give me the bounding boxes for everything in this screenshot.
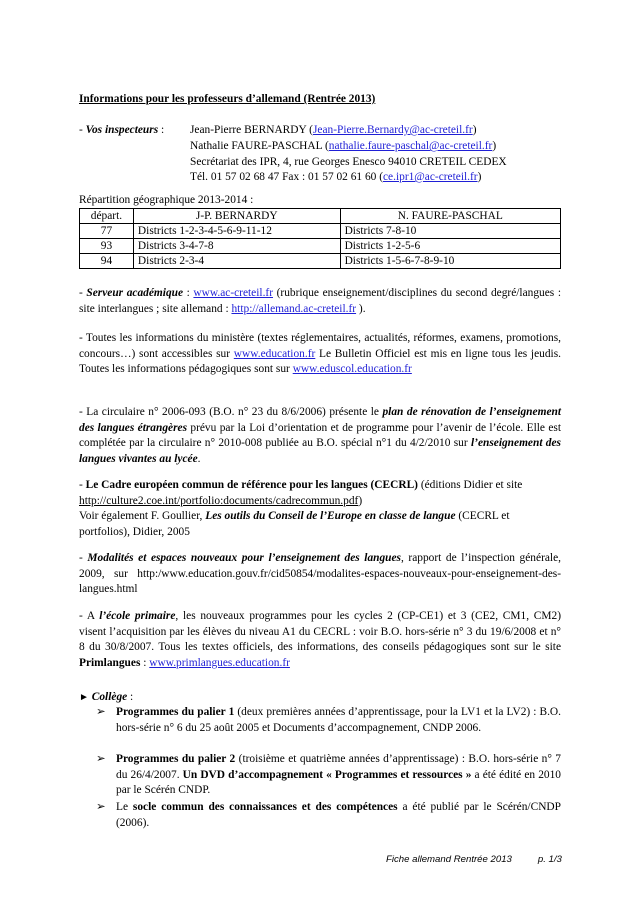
inspector-2 bbox=[190, 139, 496, 155]
serveur-paragraph: - Serveur académique : www.ac-creteil.fr (rubrique enseignement/disciplines du second degré/langues : site interlangues ; site allemand : http://allemand.ac-creteil.fr ). bbox=[79, 287, 561, 315]
primaire-text: , les nouveaux programmes pour les cycles 2 (CP-CE1) et 3 (CE2, CM1, CM2) visent l’acquisition par les élèves du niveau A1 du CECRL : voir B.O. hors-série n° 3 du 19/6/2008 et n° 8 du 30/8/2007. Tous les textes officiels, des informations, des conseils pédagogiques sont sur le site bbox=[79, 610, 561, 654]
list-item bbox=[96, 705, 561, 736]
ministere-text: - Toutes les informations du ministère (textes réglementaires, actualités, réformes, examens, promotions, concours…) sont accessibles sur bbox=[79, 332, 561, 360]
eduscol-link[interactable]: www.eduscol.education.fr bbox=[292, 363, 412, 376]
secretariat-close: ) bbox=[477, 171, 482, 183]
primaire-dash: - A bbox=[79, 610, 100, 622]
socle-text bbox=[116, 800, 561, 831]
modalites-paragraph bbox=[79, 551, 561, 598]
circulaire-end: . bbox=[197, 452, 201, 465]
secretariat-contact bbox=[190, 170, 481, 186]
palier-1-desc: (deux premières années d’apprentissage, pour la LV1 et la LV2) : B.O. hors-série n° 6 du 25 août 2005 et Documents d’accompagnement, CNDP 2006. bbox=[116, 706, 562, 734]
ministere-paragraph bbox=[79, 331, 561, 378]
inspector-1-close: ) bbox=[472, 124, 477, 136]
table-header-row bbox=[80, 209, 561, 224]
table-cell: Districts 1-2-3-4-5-6-9-11-12 bbox=[133, 224, 340, 239]
circulaire-paragraph bbox=[79, 405, 561, 467]
primaire-sep: : bbox=[140, 656, 150, 669]
modalites-title: Modalités et espaces nouveaux pour l’enseignement des langues bbox=[87, 552, 401, 564]
table-header-cell: départ. bbox=[80, 209, 134, 224]
cecrl-close: ) bbox=[358, 494, 363, 507]
table-cell: Districts 7-8-10 bbox=[340, 224, 560, 239]
palier-2-desc: (troisième et quatrième années d’apprentissage) : B.O. hors-série n° 7 du 26/4/2007. bbox=[116, 753, 561, 781]
serveur-text: (rubrique enseignement/disciplines du second degré/langues : site interlangues ; site allemand : bbox=[79, 287, 561, 315]
palier-1-title: Programmes du palier 1 bbox=[116, 706, 235, 718]
page-title: Informations pour les professeurs d’allemand (Rentrée 2013) bbox=[79, 93, 376, 105]
table-cell: Districts 1-5-6-7-8-9-10 bbox=[340, 254, 560, 269]
circulaire-text-2: prévu par la Loi d’orientation et de programme pour l’avenir de l’école. Elle est complétée par la circulaire n° 2010-008 publiée au B.O. spécial n°1 du 4/2/2010 sur bbox=[79, 421, 561, 450]
primlangues-link[interactable]: www.primlangues.education.fr bbox=[149, 656, 290, 669]
repartition-caption: Répartition géographique 2013-2014 : bbox=[79, 194, 254, 206]
table-row bbox=[80, 224, 561, 239]
arrow-bullet-icon: ➢ bbox=[96, 753, 106, 765]
ac-creteil-link[interactable]: www.ac-creteil.fr bbox=[193, 287, 273, 299]
cecrl-text: (éditions Didier et site bbox=[417, 479, 523, 491]
inspector-1 bbox=[190, 123, 477, 139]
table-header-cell: J-P. BERNARDY bbox=[133, 209, 340, 224]
table-cell: 94 bbox=[80, 254, 134, 269]
table-row bbox=[80, 254, 561, 269]
list-item bbox=[96, 752, 561, 799]
serveur-sep: : bbox=[183, 287, 194, 299]
college-label: Collège bbox=[91, 691, 128, 703]
modalites-dash: - bbox=[79, 552, 88, 564]
table-cell: Districts 3-4-7-8 bbox=[133, 239, 340, 254]
outils-conseil-europe: Les outils du Conseil de l’Europe en classe de langue bbox=[205, 510, 456, 523]
cecrl-paragraph bbox=[79, 478, 561, 540]
table-row bbox=[80, 239, 561, 254]
inspector-2-email-link[interactable]: nathalie.faure-paschal@ac-creteil.fr bbox=[328, 140, 493, 152]
cecrl-title: Le Cadre européen commun de référence pour les langues (CECRL) bbox=[85, 479, 418, 491]
dvd-accompagnement: Un DVD d’accompagnement « Programmes et ressources » bbox=[182, 768, 472, 781]
inspectors-label-line: - Vos inspecteurs : bbox=[79, 124, 165, 136]
serveur-label: Serveur académique bbox=[86, 287, 184, 299]
palier-2-title: Programmes du palier 2 bbox=[116, 753, 236, 765]
socle-title: socle commun des connaissances et des compétences bbox=[132, 801, 398, 813]
cecrl-link[interactable]: http://culture2.coe.int/portfolio:documents/cadrecommun.pdf bbox=[79, 494, 359, 507]
inspector-1-email-link[interactable]: Jean-Pierre.Bernardy@ac-creteil.fr bbox=[312, 124, 473, 136]
inspectors-label: Vos inspecteurs bbox=[85, 124, 159, 136]
education-fr-link[interactable]: www.education.fr bbox=[233, 347, 316, 360]
enseignement-lycee: l’enseignement des langues vivantes au lycée bbox=[79, 437, 561, 465]
table-cell: Districts 2-3-4 bbox=[133, 254, 340, 269]
palier-2-desc-2: a été édité en 2010 par le Scérén CNDP. bbox=[116, 768, 561, 797]
footer-doc: Fiche allemand Rentrée 2013 bbox=[386, 854, 512, 865]
primaire-paragraph bbox=[79, 609, 561, 671]
socle-desc: a été publié par le Scérén/CNDP (2006). bbox=[116, 801, 561, 829]
triangle-right-icon: ► bbox=[79, 692, 89, 703]
plan-renovation: plan de rénovation de l’enseignement des langues étrangères bbox=[79, 406, 561, 434]
college-colon: : bbox=[127, 691, 134, 703]
arrow-bullet-icon: ➢ bbox=[96, 801, 106, 813]
voir-goullier: Voir également F. Goullier, bbox=[79, 510, 206, 523]
college-heading bbox=[79, 690, 133, 706]
inspectors-sep: : bbox=[158, 124, 165, 136]
cecrl-portfolios: (CECRL et portfolios), Didier, 2005 bbox=[79, 510, 510, 538]
socle-prefix: Le bbox=[116, 801, 133, 813]
inspector-2-close: ) bbox=[492, 140, 497, 152]
list-item bbox=[96, 800, 561, 831]
inspector-1-name: Jean-Pierre BERNARDY ( bbox=[190, 124, 313, 136]
primlangues: Primlangues bbox=[79, 656, 141, 669]
table-cell: 93 bbox=[80, 239, 134, 254]
page-footer bbox=[386, 852, 562, 868]
table-header-cell: N. FAURE-PASCHAL bbox=[340, 209, 560, 224]
secretariat-email-link[interactable]: ce.ipr1@ac-creteil.fr bbox=[383, 171, 478, 183]
circulaire-text: - La circulaire n° 2006-093 (B.O. n° 23 du 8/6/2006) présente le bbox=[79, 406, 383, 418]
palier-1-text bbox=[116, 705, 561, 736]
palier-2-text bbox=[116, 752, 561, 799]
ecole-primaire: l’école primaire bbox=[99, 610, 176, 622]
repartition-table bbox=[79, 208, 561, 269]
modalites-text: , rapport de l’inspection générale, 2009, sur http:/www.education.gouv.fr/cid50854/modalites-espaces-nouveaux-pour-enseignement-des-langues.html bbox=[79, 552, 561, 596]
ministere-text-2: Le Bulletin Officiel est mis en ligne tous les jeudis. Toutes les informations pédagogiques sont sur bbox=[79, 347, 561, 376]
secretariat-phone-fax: Tél. 01 57 02 68 47 Fax : 01 57 02 61 60 ( bbox=[190, 171, 383, 183]
table-cell: 77 bbox=[80, 224, 134, 239]
page-number: p. 1/3 bbox=[537, 854, 562, 865]
inspector-2-name: Nathalie FAURE-PASCHAL ( bbox=[190, 140, 329, 152]
table-cell: Districts 1-2-5-6 bbox=[340, 239, 560, 254]
arrow-bullet-icon: ➢ bbox=[96, 706, 106, 718]
cecrl-dash: - bbox=[79, 479, 86, 491]
allemand-site-link[interactable]: http://allemand.ac-creteil.fr bbox=[231, 302, 357, 315]
serveur-end: ). bbox=[356, 302, 366, 315]
secretariat-address: Secrétariat des IPR, 4, rue Georges Enesco 94010 CRETEIL CEDEX bbox=[190, 156, 507, 168]
